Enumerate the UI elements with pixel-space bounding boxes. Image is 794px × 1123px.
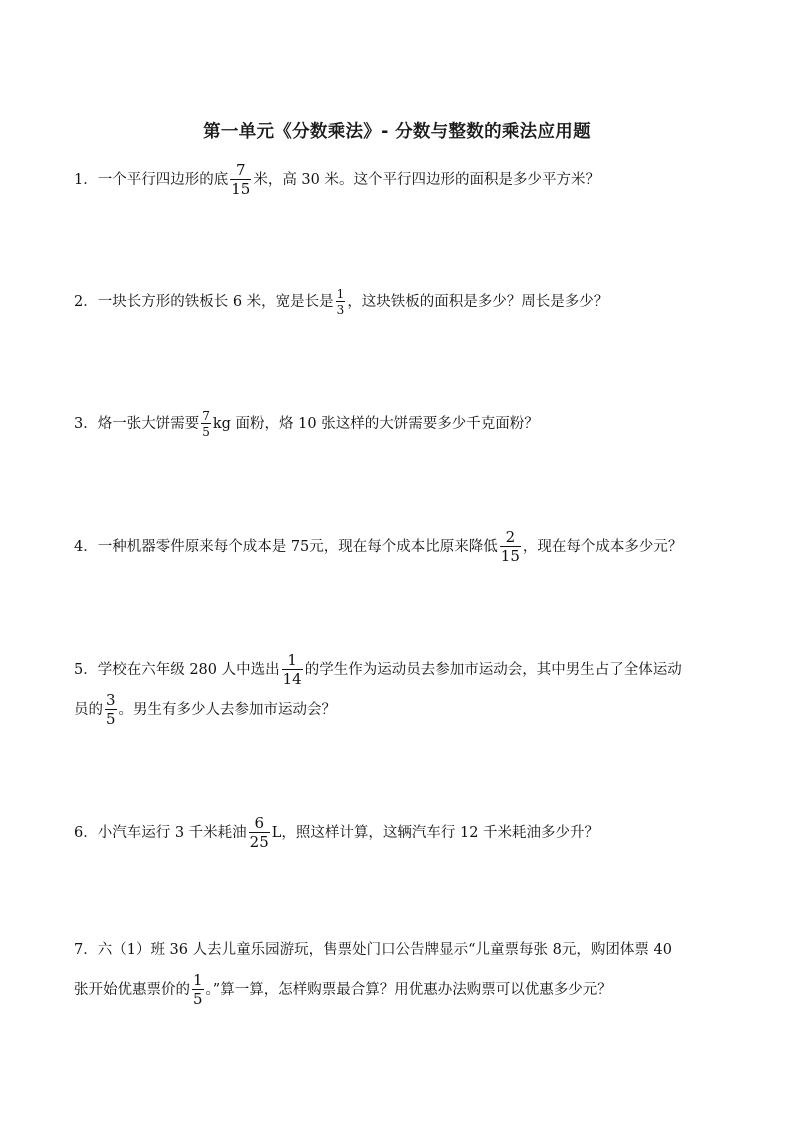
question-6-line <box>74 813 728 853</box>
question-7-fraction <box>192 973 204 1007</box>
question-7 <box>74 930 728 1010</box>
fraction-numerator: 7 <box>230 163 251 180</box>
question-4-line <box>74 527 728 567</box>
fraction-denominator: 5 <box>106 710 116 728</box>
fraction-denominator: 15 <box>500 547 520 565</box>
fraction-denominator: 5 <box>193 990 203 1008</box>
question-4-text-a: 4．一种机器零件原来每个成本是 75元，现在每个成本比原来降低 <box>74 539 498 555</box>
fraction-numerator: 7 <box>202 409 210 423</box>
question-7-text-a: 7．六（1）班 36 人去儿童乐园游玩，售票处门口公告牌显示“儿童票每张 8元，购团体票 40 <box>74 942 672 958</box>
fraction-numerator: 2 <box>500 530 521 547</box>
question-5-text-b: 的学生作为运动员去参加市运动会，其中男生占了全体运动 <box>304 662 682 678</box>
fraction-denominator: 3 <box>336 303 345 317</box>
question-5-fraction-2 <box>105 693 117 727</box>
fraction-numerator: 1 <box>282 653 303 670</box>
question-3-line <box>74 404 728 444</box>
question-2-text-a: 2．一块长方形的铁板长 6 米，宽是长是 <box>74 294 334 310</box>
question-3 <box>74 404 728 444</box>
question-3-text-b: kg 面粉，烙 10 张这样的大饼需要多少千克面粉？ <box>212 416 539 432</box>
fraction-numerator: 1 <box>336 287 345 301</box>
question-2-fraction <box>336 288 346 316</box>
question-7-line-1 <box>74 930 728 970</box>
question-5-text-a: 5．学校在六年级 280 人中选出 <box>74 662 280 678</box>
question-5 <box>74 650 728 730</box>
question-4-fraction <box>500 530 521 564</box>
question-2-text-b: ，这块铁板的面积是多少？周长是多少？ <box>347 294 609 310</box>
fraction-denominator: 5 <box>202 425 210 439</box>
fraction-numerator: 6 <box>249 816 270 833</box>
question-7-line-2 <box>74 970 728 1010</box>
fraction-numerator: 3 <box>106 691 116 709</box>
question-5-line-1 <box>74 650 728 690</box>
question-2 <box>74 282 728 322</box>
question-1-line <box>74 160 728 200</box>
question-6-fraction <box>249 816 270 850</box>
question-6-text-a: 6．小汽车运行 3 千米耗油 <box>74 825 247 841</box>
question-4-text-b: ，现在每个成本多少元？ <box>522 539 683 555</box>
fraction-denominator: 15 <box>231 180 251 198</box>
question-6-text-b: L，照这样计算，这辆汽车行 12 千米耗油多少升？ <box>271 825 600 841</box>
question-3-fraction <box>201 410 211 438</box>
question-7-text-b: 张开始优惠票价的 <box>74 982 190 998</box>
question-7-text-c: 。”算一算，怎样购票最合算？用优惠办法购票可以优惠多少元？ <box>205 982 612 998</box>
question-1 <box>74 160 728 200</box>
fraction-denominator: 25 <box>249 833 269 851</box>
question-1-fraction <box>230 163 251 197</box>
question-1-text-a: 1．一个平行四边形的底 <box>74 172 229 188</box>
question-3-text-a: 3．烙一张大饼需要 <box>74 416 200 432</box>
question-1-text-b: 米，高 30 米。这个平行四边形的面积是多少平方米？ <box>253 172 600 188</box>
question-5-fraction-1 <box>282 653 303 687</box>
fraction-numerator: 1 <box>193 971 203 989</box>
question-6 <box>74 813 728 853</box>
question-4 <box>74 527 728 567</box>
question-5-line-2 <box>74 690 728 730</box>
worksheet-title: 第一单元《分数乘法》- 分数与整数的乘法应用题 <box>203 122 591 142</box>
fraction-denominator: 14 <box>282 670 302 688</box>
question-5-text-d: 。男生有多少人去参加市运动会？ <box>118 702 337 718</box>
question-5-text-c: 员的 <box>74 702 103 718</box>
question-2-line <box>74 282 728 322</box>
